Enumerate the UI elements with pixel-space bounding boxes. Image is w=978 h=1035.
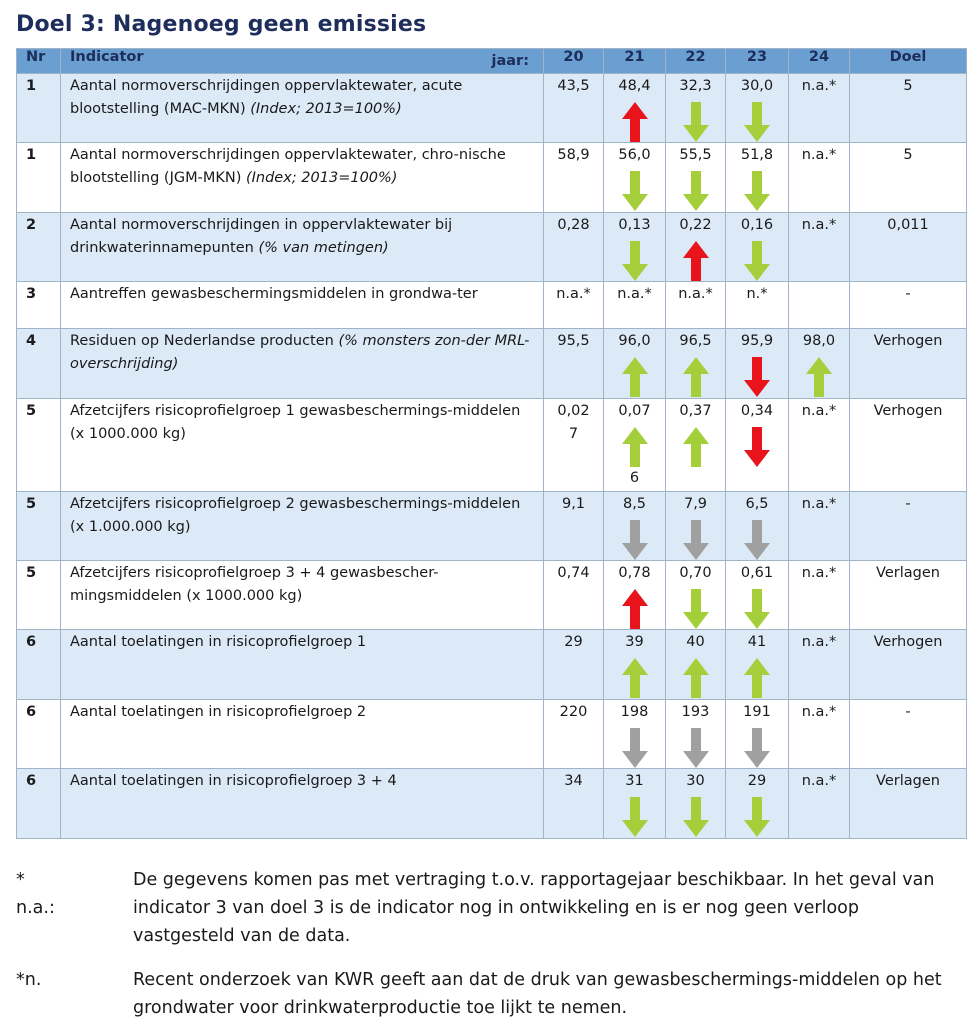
row-indicator: [61, 143, 544, 213]
row-indicator: [61, 492, 544, 561]
year-cell: [666, 213, 726, 282]
year-value: n.a.*: [801, 217, 837, 233]
year-value: 0,13: [618, 217, 651, 233]
row-indicator: [61, 329, 544, 399]
up-red-arrow-icon: [622, 589, 648, 629]
year-value: n.a.*: [801, 147, 837, 163]
year-cell: [789, 769, 850, 839]
year-cell: [544, 143, 604, 213]
down-green-arrow-icon: [622, 171, 648, 211]
footnote-key: * n.a.:: [16, 870, 55, 918]
year-cell: [666, 329, 726, 399]
year-cell: [544, 630, 604, 700]
row-nr: 5: [17, 561, 61, 630]
header-year: 21: [604, 49, 666, 74]
year-cell: [604, 329, 666, 399]
year-cell: [726, 74, 789, 143]
footnote-key: *n.: [16, 970, 42, 990]
year-value: 6,5: [745, 496, 769, 512]
header-indicator-label: Indicator: [70, 49, 144, 65]
year-cell: [789, 630, 850, 700]
down-gray-arrow-icon: [744, 728, 770, 768]
indicator-text: Afzetcijfers risicoprofielgroep 2 gewasbeschermings-middelen (x 1.000.000 kg): [70, 496, 521, 535]
year-cell: [726, 769, 789, 839]
year-value: 29: [747, 773, 767, 789]
year-cell: [604, 213, 666, 282]
year-value: 55,5: [679, 147, 712, 163]
year-value: 51,8: [740, 147, 774, 163]
year-cell: [789, 282, 850, 329]
year-cell: [544, 74, 604, 143]
year-value: 0,78: [618, 565, 651, 581]
up-green-arrow-icon: [622, 658, 648, 698]
year-cell: [789, 329, 850, 399]
year-cell: [789, 492, 850, 561]
year-cell: [604, 769, 666, 839]
row-doel: Verhogen: [850, 399, 967, 492]
table-row: [17, 74, 967, 143]
year-value: n.a.*: [801, 496, 837, 512]
year-cell: [666, 492, 726, 561]
year-value: 48,4: [618, 78, 651, 94]
header-doel: Doel: [850, 49, 967, 74]
year-value: 8,5: [622, 496, 647, 512]
row-nr: 3: [17, 282, 61, 329]
up-green-arrow-icon: [806, 357, 832, 397]
year-cell: [666, 630, 726, 700]
year-value: 41: [747, 634, 767, 650]
up-red-arrow-icon: [683, 241, 709, 281]
down-gray-arrow-icon: [744, 520, 770, 560]
row-doel: -: [850, 492, 967, 561]
up-green-arrow-icon: [622, 427, 648, 467]
down-gray-arrow-icon: [622, 520, 648, 560]
row-doel: -: [850, 700, 967, 769]
year-value: 39: [625, 634, 644, 650]
indicator-text: Afzetcijfers risicoprofielgroep 1 gewasbeschermings-middelen (x 1000.000 kg): [70, 403, 521, 442]
indicator-text: Aantreffen gewasbeschermingsmiddelen in grondwa-ter: [70, 286, 478, 302]
row-indicator: [61, 769, 544, 839]
table-row: [17, 700, 967, 769]
year-cell: [544, 769, 604, 839]
row-nr: 4: [17, 329, 61, 399]
year-value: 30: [686, 773, 705, 789]
up-green-arrow-icon: [683, 357, 709, 397]
year-value: 0,61: [740, 565, 774, 581]
year-cell: [544, 492, 604, 561]
indicator-text: Aantal normoverschrijdingen in oppervlaktewater bij drinkwaterinnamepunten: [70, 217, 453, 256]
year-value: 0,34: [740, 403, 774, 419]
year-cell: [604, 399, 666, 492]
year-value: n.a.*: [556, 286, 591, 302]
year-value: n.a.*: [678, 286, 713, 302]
row-doel: Verhogen: [850, 630, 967, 700]
row-nr: 2: [17, 213, 61, 282]
up-green-arrow-icon: [744, 658, 770, 698]
year-value: 191: [743, 704, 771, 720]
year-cell: [726, 700, 789, 769]
year-value: 0,02 7: [557, 403, 590, 442]
header-year: 20: [544, 49, 604, 74]
table-row: [17, 399, 967, 492]
year-value: 193: [681, 704, 710, 720]
indicator-text: Aantal normoverschrijdingen oppervlaktewater, chro-nische blootstelling (JGM-MKN): [70, 147, 506, 186]
year-value: 43,5: [557, 78, 590, 94]
up-green-arrow-icon: [683, 427, 709, 467]
year-value: 7,9: [683, 496, 708, 512]
year-cell: [544, 213, 604, 282]
year-value: n.a.*: [617, 286, 652, 302]
header-year: 24: [789, 49, 850, 74]
header-year: 23: [726, 49, 789, 74]
year-cell: [789, 700, 850, 769]
year-cell: [789, 561, 850, 630]
header-year: 22: [666, 49, 726, 74]
year-cell: [604, 74, 666, 143]
year-value: 0,37: [679, 403, 712, 419]
indicator-note: (Index; 2013=100%): [245, 170, 398, 186]
indicator-note: (Index; 2013=100%): [250, 101, 402, 117]
indicator-text: Aantal toelatingen in risicoprofielgroep 2: [70, 704, 367, 720]
year-value: 9,1: [561, 496, 586, 512]
year-value: 0,22: [679, 217, 712, 233]
down-green-arrow-icon: [744, 241, 770, 281]
up-green-arrow-icon: [683, 658, 709, 698]
row-doel: -: [850, 282, 967, 329]
row-nr: 6: [17, 630, 61, 700]
table-row: [17, 492, 967, 561]
table-row: [17, 213, 967, 282]
header-nr: Nr: [17, 49, 61, 74]
year-cell: [726, 630, 789, 700]
footnote-text: De gegevens komen pas met vertraging t.o.v. rapportagejaar beschikbaar. In het geval van indicator 3 van doel 3 is de indicator nog in ontwikkeling en is er nog geen verloop vastgesteld van de data.: [133, 870, 935, 946]
year-value: n.a.*: [801, 403, 837, 419]
indicator-text: Afzetcijfers risicoprofielgroep 3 + 4 gewasbescher-mingsmiddelen (x 1000.000 kg): [70, 565, 439, 604]
row-nr: 5: [17, 492, 61, 561]
year-value-extra: 6: [629, 470, 640, 486]
year-value: 0,07: [618, 403, 651, 419]
page-title: Doel 3: Nagenoeg geen emissies: [16, 12, 427, 37]
year-cell: [604, 561, 666, 630]
row-indicator: [61, 399, 544, 492]
down-green-arrow-icon: [744, 589, 770, 629]
year-value: 56,0: [618, 147, 651, 163]
row-nr: 5: [17, 399, 61, 492]
year-value: n.a.*: [801, 704, 837, 720]
year-value: 198: [620, 704, 649, 720]
down-green-arrow-icon: [683, 797, 709, 837]
table-row: [17, 769, 967, 839]
year-cell: [604, 143, 666, 213]
row-doel: Verlagen: [850, 769, 967, 839]
table-header-row: [17, 49, 967, 74]
year-value: 220: [559, 704, 588, 720]
year-cell: [726, 282, 789, 329]
header-jaar-label: jaar:: [491, 53, 529, 69]
year-cell: [726, 329, 789, 399]
down-red-arrow-icon: [744, 357, 770, 397]
row-nr: 1: [17, 143, 61, 213]
year-value: 31: [625, 773, 644, 789]
year-cell: [666, 769, 726, 839]
footnote-text: Recent onderzoek van KWR geeft aan dat de druk van gewasbeschermings-middelen op het grondwater voor drinkwaterproductie toe lijkt te nemen.: [133, 970, 942, 1018]
down-green-arrow-icon: [683, 102, 709, 142]
indicator-text: Aantal normoverschrijdingen oppervlaktewater, acute blootstelling (MAC-MKN): [70, 78, 463, 117]
table-row: [17, 282, 967, 329]
row-doel: 0,011: [850, 213, 967, 282]
year-value: 58,9: [557, 147, 590, 163]
year-value: 98,0: [802, 333, 836, 349]
year-cell: [789, 74, 850, 143]
year-cell: [544, 282, 604, 329]
year-value: 34: [564, 773, 583, 789]
down-green-arrow-icon: [683, 589, 709, 629]
indicator-table: [16, 48, 967, 839]
year-value: 40: [686, 634, 705, 650]
year-value: 0,16: [740, 217, 774, 233]
indicator-text: Aantal toelatingen in risicoprofielgroep 3 + 4: [70, 773, 397, 789]
down-green-arrow-icon: [683, 171, 709, 211]
year-value: 96,0: [618, 333, 651, 349]
row-doel: Verlagen: [850, 561, 967, 630]
table-row: [17, 630, 967, 700]
year-cell: [666, 143, 726, 213]
row-indicator: [61, 630, 544, 700]
row-indicator: [61, 561, 544, 630]
year-cell: [666, 700, 726, 769]
table-row: [17, 143, 967, 213]
year-value: 0,28: [557, 217, 590, 233]
year-cell: [726, 399, 789, 492]
up-red-arrow-icon: [622, 102, 648, 142]
indicator-note: (% van metingen): [258, 240, 389, 256]
year-cell: [666, 74, 726, 143]
row-doel: 5: [850, 143, 967, 213]
year-value: 0,70: [679, 565, 712, 581]
year-value: n.*: [746, 286, 768, 302]
down-green-arrow-icon: [622, 241, 648, 281]
row-indicator: [61, 74, 544, 143]
year-value: 30,0: [740, 78, 774, 94]
year-cell: [789, 399, 850, 492]
year-value: 95,9: [740, 333, 774, 349]
year-cell: [666, 399, 726, 492]
year-cell: [726, 492, 789, 561]
year-value: n.a.*: [801, 773, 837, 789]
row-nr: 6: [17, 769, 61, 839]
row-nr: 1: [17, 74, 61, 143]
year-cell: [726, 143, 789, 213]
year-cell: [789, 213, 850, 282]
year-cell: [544, 329, 604, 399]
down-green-arrow-icon: [744, 171, 770, 211]
down-green-arrow-icon: [744, 797, 770, 837]
year-cell: [666, 282, 726, 329]
year-cell: [544, 561, 604, 630]
down-gray-arrow-icon: [622, 728, 648, 768]
down-green-arrow-icon: [622, 797, 648, 837]
year-value: n.a.*: [801, 565, 837, 581]
year-value: n.a.*: [801, 634, 837, 650]
indicator-text: Aantal toelatingen in risicoprofielgroep 1: [70, 634, 367, 650]
year-cell: [544, 700, 604, 769]
year-cell: [789, 143, 850, 213]
year-value: 96,5: [679, 333, 712, 349]
row-doel: Verhogen: [850, 329, 967, 399]
year-cell: [726, 213, 789, 282]
year-cell: [666, 561, 726, 630]
row-indicator: [61, 213, 544, 282]
indicator-text: Residuen op Nederlandse producten: [70, 333, 334, 349]
up-green-arrow-icon: [622, 357, 648, 397]
year-cell: [726, 561, 789, 630]
down-red-arrow-icon: [744, 427, 770, 467]
down-green-arrow-icon: [744, 102, 770, 142]
year-value: 0,74: [557, 565, 590, 581]
row-indicator: [61, 700, 544, 769]
year-value: 29: [564, 634, 583, 650]
table-row: [17, 329, 967, 399]
year-cell: [604, 630, 666, 700]
year-value: 95,5: [557, 333, 590, 349]
year-cell: [604, 492, 666, 561]
header-indicator: [61, 49, 544, 74]
down-gray-arrow-icon: [683, 728, 709, 768]
year-cell: [604, 282, 666, 329]
down-gray-arrow-icon: [683, 520, 709, 560]
row-doel: 5: [850, 74, 967, 143]
row-indicator: [61, 282, 544, 329]
indicator-note: (% monsters zon-der MRL-overschrijding): [70, 333, 530, 372]
year-cell: [544, 399, 604, 492]
year-value: 32,3: [679, 78, 712, 94]
table-row: [17, 561, 967, 630]
year-cell: [604, 700, 666, 769]
row-nr: 6: [17, 700, 61, 769]
year-value: n.a.*: [801, 78, 837, 94]
